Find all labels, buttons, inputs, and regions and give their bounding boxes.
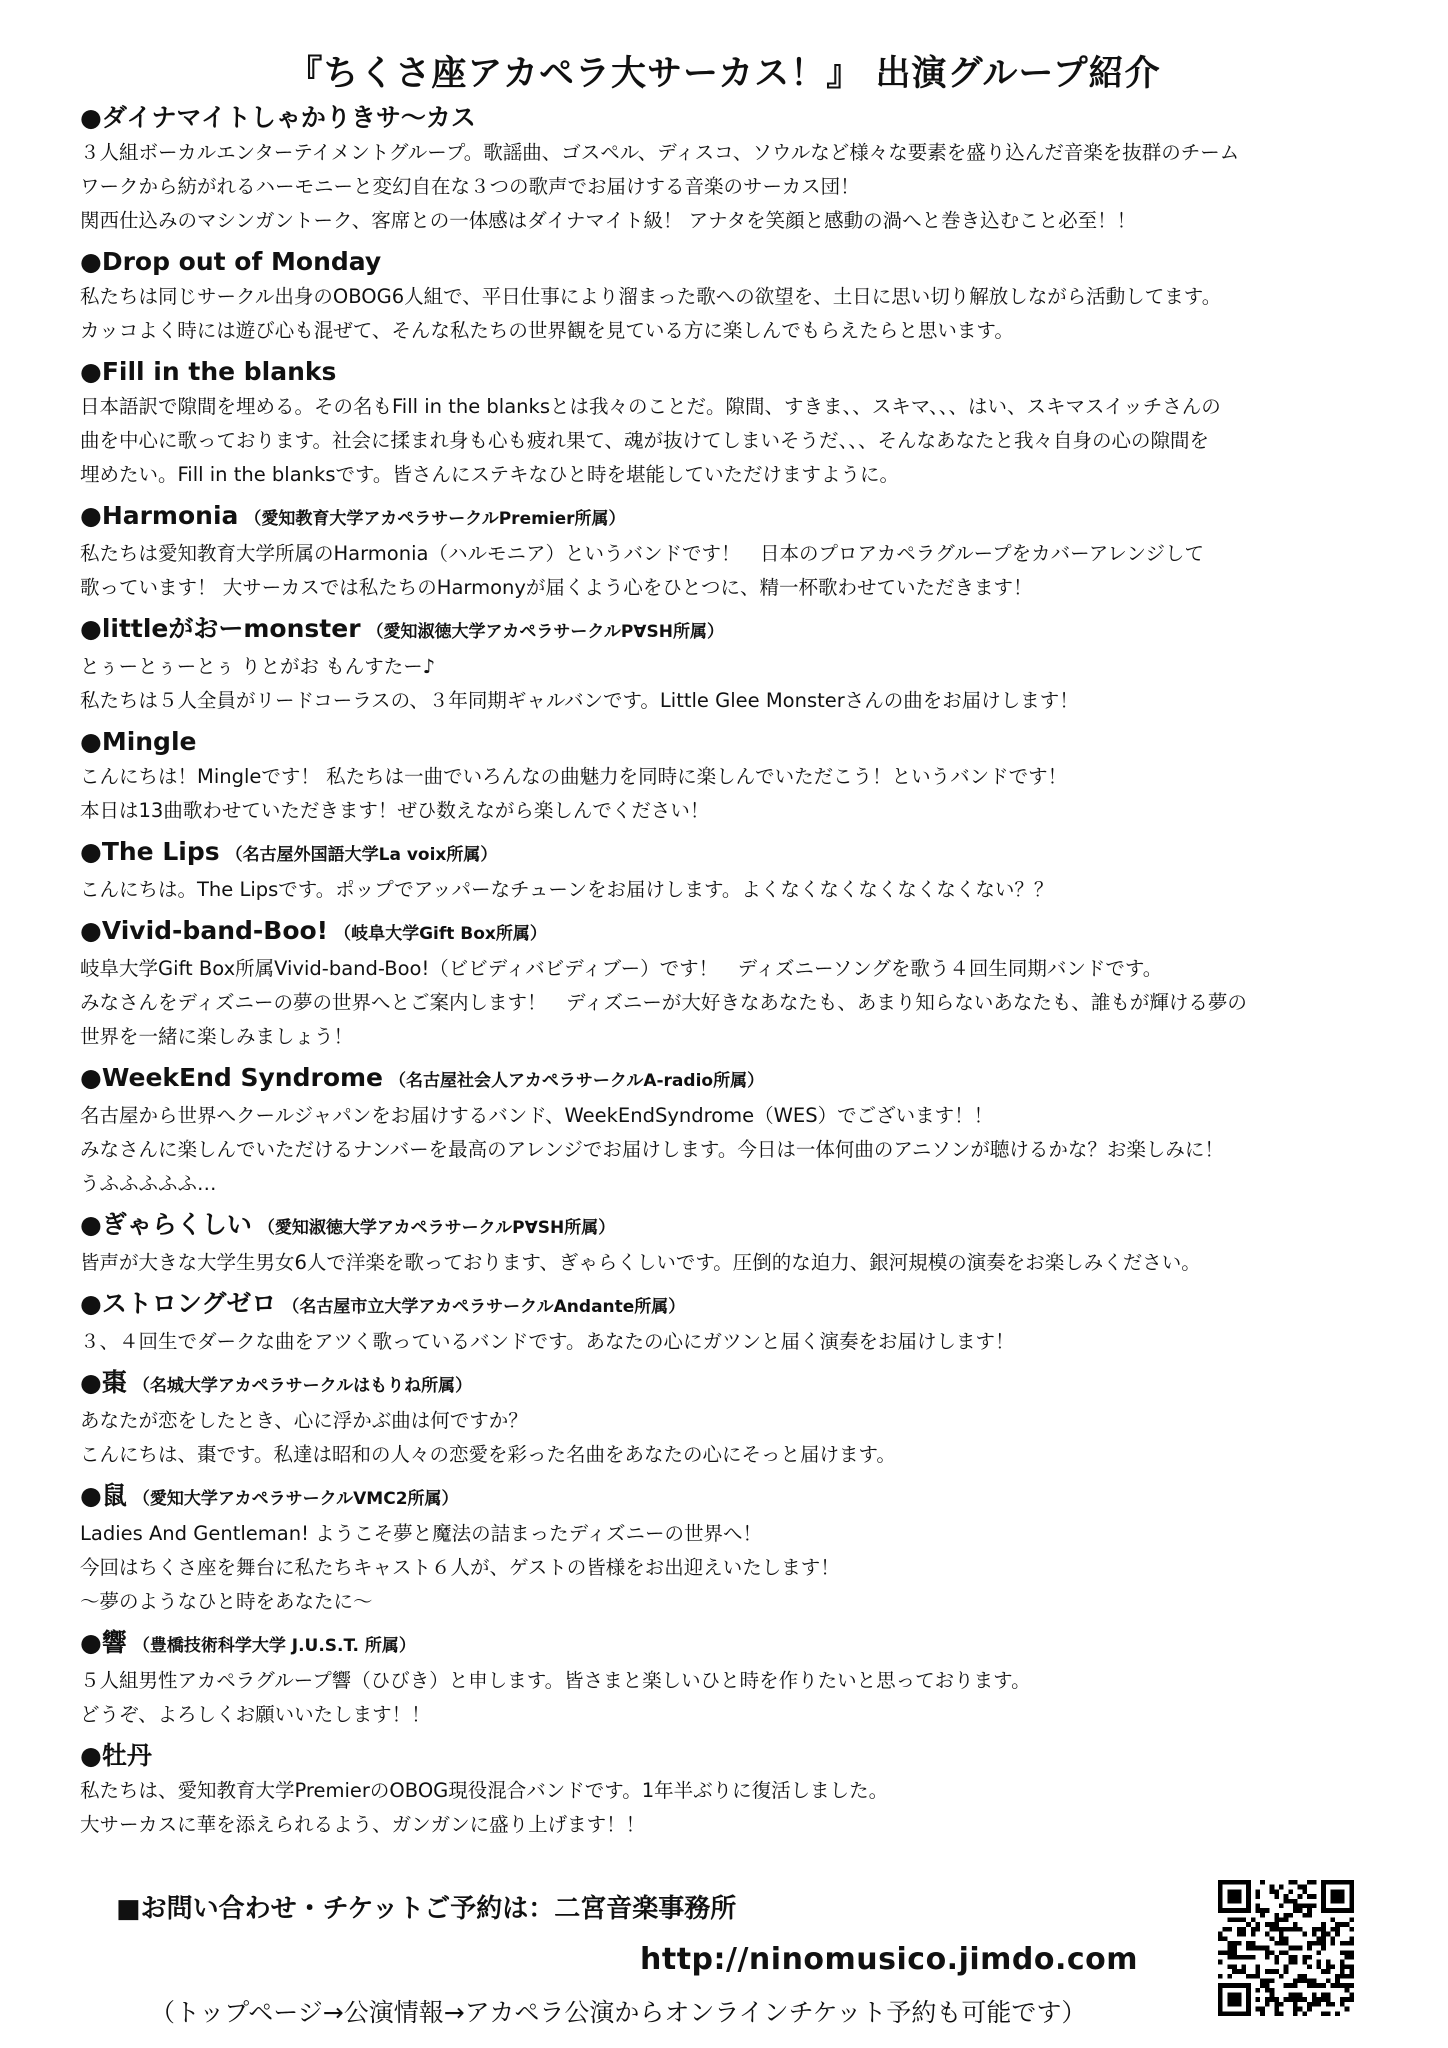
group-section (80, 1478, 1400, 1619)
group-section (80, 1625, 1400, 1732)
group-affiliation: （名古屋外国語大学La voix所属） (225, 845, 498, 865)
group-affiliation: （愛知淑徳大学アカペラサークルP∀SH所属） (366, 622, 724, 642)
description-line: 私たちは、愛知教育大学PremierのOBOG現役混合バンドです。1年半ぶりに復活しました。 (80, 1779, 889, 1802)
group-title: ●ストロングゼロ (80, 1289, 277, 1318)
description-line: 世界を一緒に楽しみましょう！ (80, 1025, 354, 1048)
group-section (80, 1286, 1400, 1359)
description-line: カッコよく時には遊び心も混ぜて、そんな私たちの世界観を見ている方に楽しんでもらえたらと思います。 (80, 319, 1014, 342)
group-affiliation: （豊橋技術科学大学 J.U.S.T. 所属） (132, 1636, 416, 1656)
description-line: Ladies And Gentleman! ようこそ夢と魔法の詰まったディズニーの世界へ！ (80, 1522, 763, 1545)
group-name (80, 1478, 1400, 1517)
group-section (80, 244, 1400, 348)
group-name (80, 1060, 1400, 1099)
description-line: 歌っています！ 大サーカスでは私たちのHarmonyが届くよう心をひとつに、精一杯歌わせていただきます！ (80, 576, 1033, 599)
group-section (80, 834, 1400, 907)
group-title: ●棗 (80, 1368, 127, 1397)
group-title: ●牡丹 (80, 1741, 152, 1770)
description-line: 〜夢のようなひと時をあなたに〜 (80, 1590, 373, 1613)
group-name (80, 913, 1400, 952)
description-line: 私たちは同じサークル出身のOBOG6人組で、平日仕事により溜まった歌への欲望を、土日に思い切り解放しながら活動してます。 (80, 285, 1222, 308)
group-title: ●Drop out of Monday (80, 247, 382, 276)
description-line: ５人組男性アカペラグループ響（ひびき）と申します。皆さまと楽しいひと時を作りたいと思っております。 (80, 1669, 1031, 1692)
group-title: ●鼠 (80, 1481, 127, 1510)
group-title: ●The Lips (80, 837, 220, 866)
description-line: 岐阜大学Gift Box所属Vivid-band-Boo!（ビビディバビディブー）です！ ディズニーソングを歌う４回生同期バンドです。 (80, 957, 1163, 980)
description-line: 大サーカスに華を添えられるよう、ガンガンに盛り上げます！！ (80, 1813, 646, 1836)
description-line: みなさんに楽しんでいただけるナンバーを最高のアレンジでお届けします。今日は一体何曲のアニソンが聴けるかな？お楽しみに！ (80, 1138, 1224, 1161)
group-affiliation: （愛知淑徳大学アカペラサークルP∀SH所属） (257, 1218, 616, 1238)
group-description (80, 280, 1400, 348)
description-line: どうぞ、よろしくお願いいたします！！ (80, 1703, 431, 1726)
description-line: 皆声が大きな大学生男女6人で洋楽を歌っております、ぎゃらくしいです。圧倒的な迫力、銀河規模の演奏をお楽しみください。 (80, 1251, 1201, 1274)
description-line: 名古屋から世界へクールジャパンをお届けするバンド、WeekEndSyndrome（WES）でございます！！ (80, 1104, 994, 1127)
group-description (80, 873, 1400, 907)
group-name (80, 498, 1400, 537)
group-affiliation: （名古屋市立大学アカペラサークルAndante所属） (282, 1297, 686, 1317)
group-description (80, 760, 1400, 828)
page-title: 『ちくさ座アカペラ大サーカス！』 出演グループ紹介 (287, 54, 1161, 94)
group-description (80, 1774, 1400, 1842)
group-section (80, 724, 1400, 828)
group-title: ●Vivid-band-Boo! (80, 916, 329, 945)
group-title: ●Harmonia (80, 501, 239, 530)
description-line: ３、４回生でダークな曲をアツく歌っているバンドです。あなたの心にガツンと届く演奏をお届けします！ (80, 1330, 1015, 1353)
group-name (80, 244, 1400, 280)
group-section (80, 913, 1400, 1054)
group-section (80, 1207, 1400, 1280)
description-line: みなさんをディズニーの夢の世界へとご案内します！ ディズニーが大好きなあなたも、あまり知らないあなたも、誰もが輝ける夢の (80, 991, 1247, 1014)
group-name (80, 1286, 1400, 1325)
contact-label: ■お問い合わせ・チケットご予約は：二宮音楽事務所 (116, 1894, 737, 1924)
description-line: あなたが恋をしたとき、心に浮かぶ曲は何ですか？ (80, 1409, 528, 1432)
group-section (80, 100, 1400, 238)
description-line: 今回はちくさ座を舞台に私たちキャスト６人が、ゲストの皆様をお出迎えいたします！ (80, 1556, 840, 1579)
group-affiliation: （愛知大学アカペラサークルVMC2所属） (132, 1489, 459, 1509)
description-line: ３人組ボーカルエンターテイメントグループ。歌謡曲、ゴスペル、ディスコ、ソウルなど様々な要素を盛り込んだ音楽を抜群のチーム (80, 141, 1240, 164)
group-title: ●響 (80, 1628, 127, 1657)
group-title: ●Fill in the blanks (80, 357, 337, 386)
group-name (80, 1738, 1400, 1774)
group-name (80, 724, 1400, 760)
group-affiliation: （岐阜大学Gift Box所属） (334, 924, 547, 944)
group-section (80, 1365, 1400, 1472)
description-line: 本日は13曲歌わせていただきます！ぜひ数えながら楽しんでください！ (80, 799, 710, 822)
group-affiliation: （愛知教育大学アカペラサークルPremier所属） (244, 509, 626, 529)
group-title: ●ぎゃらくしい (80, 1210, 252, 1239)
group-title: ●WeekEnd Syndrome (80, 1063, 384, 1092)
group-description (80, 650, 1400, 718)
group-description (80, 136, 1400, 238)
group-description (80, 952, 1400, 1054)
description-line: うふふふふふ… (80, 1172, 217, 1195)
ticket-note: （トップページ→公演情報→アカペラ公演からオンラインチケット予約も可能です） (150, 1998, 1087, 2027)
description-line: 曲を中心に歌っております。社会に揉まれ身も心も疲れ果て、魂が抜けてしまいそうだ、、、そんなあなたと我々自身の心の隙間を (80, 429, 1210, 452)
description-line: 私たちは５人全員がリードコーラスの、３年同期ギャルバンです。Little Glee Monsterさんの曲をお届けします！ (80, 689, 1079, 712)
group-section (80, 498, 1400, 605)
group-name (80, 611, 1400, 650)
group-description (80, 1517, 1400, 1619)
qr-code-icon[interactable] (1218, 1880, 1354, 2016)
description-line: 埋めたい。Fill in the blanksです。皆さんにステキなひと時を堪能していただけますように。 (80, 463, 900, 486)
group-affiliation: （名城大学アカペラサークルはもりね所属） (132, 1376, 473, 1396)
group-description (80, 1325, 1400, 1359)
description-line: とぅーとぅーとぅ りとがお もんすたー♪ (80, 655, 436, 678)
group-description (80, 1246, 1400, 1280)
description-line: 関西仕込みのマシンガントーク、客席との一体感はダイナマイト級！ アナタを笑顔と感動の渦へと巻き込むこと必至！！ (80, 209, 1137, 232)
description-line: こんにちは、棗です。私達は昭和の人々の恋愛を彩った名曲をあなたの心にそっと届けます。 (80, 1443, 896, 1466)
group-section (80, 354, 1400, 492)
group-description (80, 1099, 1400, 1201)
group-section (80, 611, 1400, 718)
contact-url[interactable]: http://ninomusico.jimdo.com (640, 1942, 1139, 1977)
group-name (80, 834, 1400, 873)
group-section (80, 1060, 1400, 1201)
group-name (80, 1625, 1400, 1664)
group-description (80, 537, 1400, 605)
group-affiliation: （名古屋社会人アカペラサークルA-radio所属） (389, 1071, 765, 1091)
group-title: ●Mingle (80, 727, 197, 756)
group-name (80, 100, 1400, 136)
group-description (80, 1664, 1400, 1732)
description-line: ワークから紡がれるハーモニーと変幻自在な３つの歌声でお届けする音楽のサーカス団！ (80, 175, 860, 198)
group-list (80, 100, 1400, 1848)
description-line: こんにちは。The Lipsです。ポップでアッパーなチューンをお届けします。よくなくなくなくなくなくない？？ (80, 878, 1054, 901)
group-name (80, 1365, 1400, 1404)
description-line: 私たちは愛知教育大学所属のHarmonia（ハルモニア）というバンドです！ 日本のプロアカペラグループをカバーアレンジして (80, 542, 1204, 565)
group-name (80, 1207, 1400, 1246)
group-name (80, 354, 1400, 390)
group-title: ●littleがおーmonster (80, 614, 361, 643)
group-section (80, 1738, 1400, 1842)
description-line: こんにちは！Mingleです！ 私たちは一曲でいろんなの曲魅力を同時に楽しんでいただこう！というバンドです！ (80, 765, 1068, 788)
group-title: ●ダイナマイトしゃかりきサ〜カス (80, 103, 476, 132)
description-line: 日本語訳で隙間を埋める。その名もFill in the blanksとは我々のことだ。隙間、すきま、、スキマ、、、はい、スキマスイッチさんの (80, 395, 1221, 418)
group-description (80, 1404, 1400, 1472)
group-description (80, 390, 1400, 492)
